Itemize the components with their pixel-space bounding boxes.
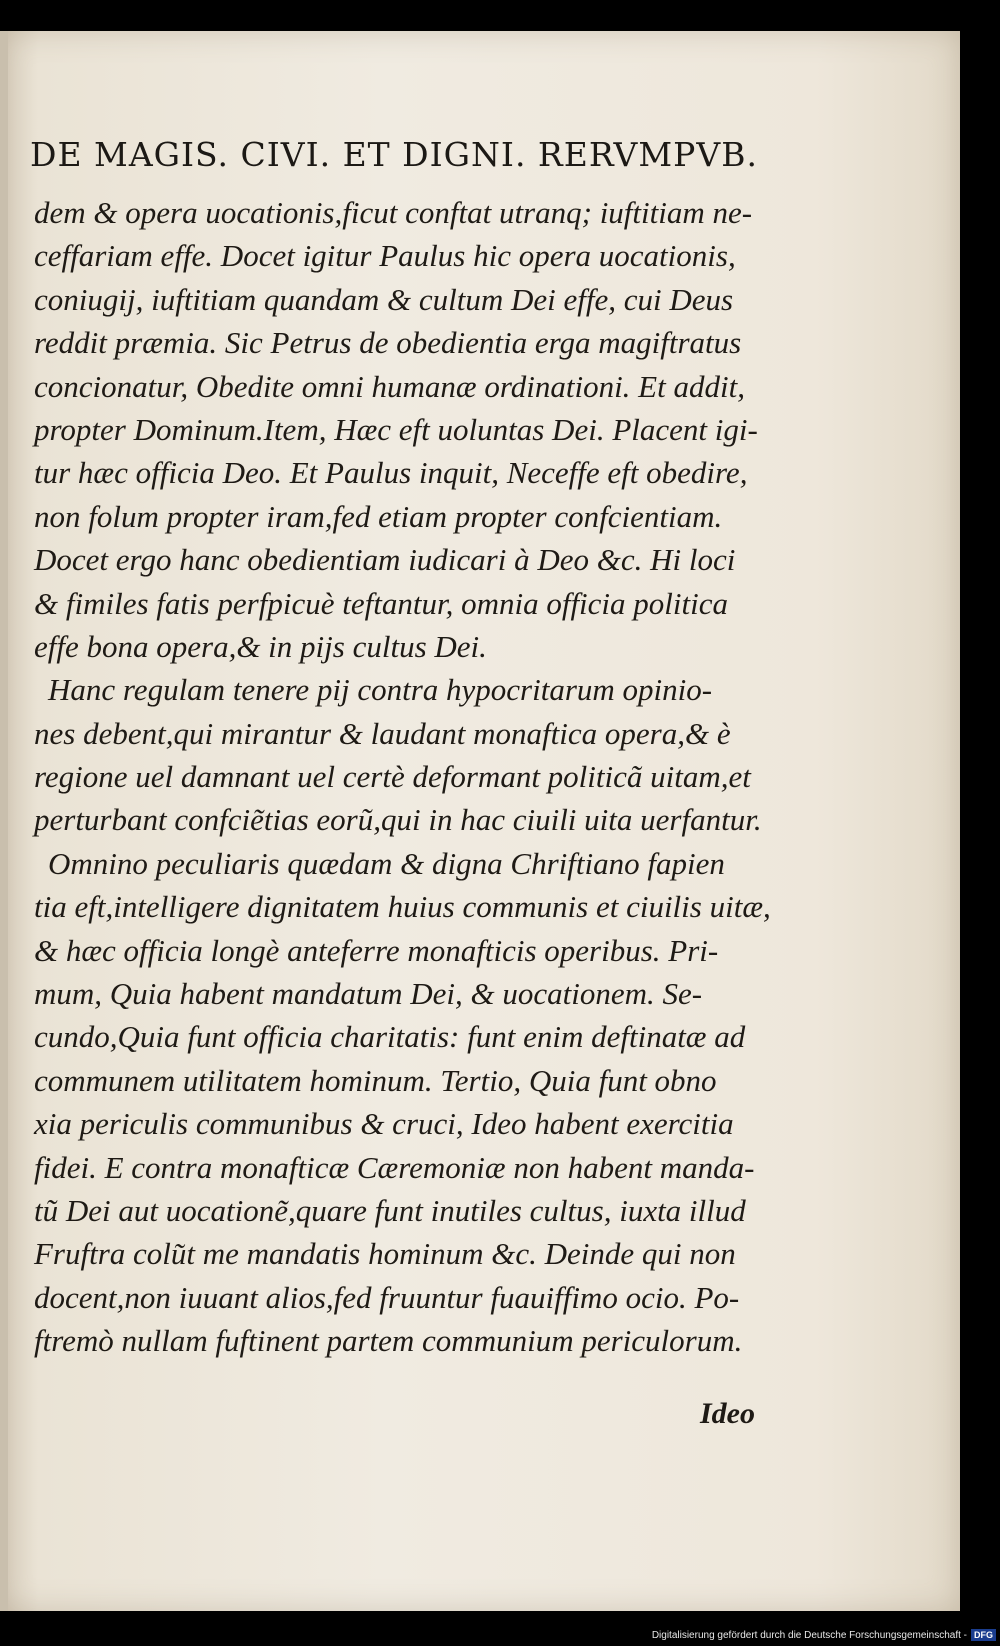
text-line: reddit præmia. Sic Petrus de obedientia erga magiftratus (34, 325, 742, 361)
text-line: Fruftra colu͂t me mandatis hominum &c. Deinde qui non (34, 1236, 736, 1272)
text-line: coniugij, iuftitiam quandam & cultum Dei effe, cui Deus (34, 281, 734, 317)
text-line: Omnino peculiaris quædam & digna Chriftiano fapien (48, 845, 725, 881)
text-line: & hæc officia longè anteferre monafticis operibus. Pri- (34, 932, 719, 968)
text-line: xia periculis communibus & cruci, Ideo habent exercitia (34, 1106, 734, 1142)
dfg-logo: DFG (971, 1629, 996, 1641)
funding-notice: Digitalisierung gefördert durch die Deutsche Forschungsgemeinschaft - (651, 1629, 967, 1641)
text-line: regione uel damnant uel certè deformant politicã uitam,et (34, 759, 751, 795)
text-line: ftremò nullam fuftinent partem communium periculorum. (34, 1323, 743, 1359)
text-line: & fimiles fatis perfpicuè teftantur, omnia officia politica (34, 585, 729, 621)
book-page (0, 31, 960, 1611)
text-line: perturbant confcie͂tias eorũ,qui in hac ciuili uita uerfantur. (34, 802, 762, 838)
text-line: communem utilitatem hominum. Tertio, Quia funt obno (34, 1062, 717, 1098)
digitization-footer (0, 1624, 1000, 1646)
text-line: cundo,Quia funt officia charitatis: funt enim deftinatæ ad (34, 1019, 746, 1055)
text-line: dem & opera uocationis,ficut conftat utranq; iuftitiam ne- (34, 195, 753, 230)
text-line: propter Dominum.Item, Hæc eft uoluntas Dei. Placent igi- (34, 411, 758, 447)
text-line: tũ Dei aut uocatione͂,quare funt inutiles cultus, iuxta illud (34, 1192, 746, 1228)
text-line: concionatur, Obedite omni humanæ ordinationi. Et addit, (34, 368, 745, 404)
text-line: non folum propter iram,fed etiam propter confcientiam. (34, 498, 723, 534)
text-line: mum, Quia habent mandatum Dei, & uocationem. Se- (34, 976, 703, 1012)
text-line: docent,non iuuant alios,fed fruuntur fuauiffimo ocio. Po- (34, 1279, 740, 1315)
text-line: ceffariam effe. Docet igitur Paulus hic opera uocationis, (34, 238, 736, 274)
text-line: tur hæc officia Deo. Et Paulus inquit, Neceffe eft obedire, (34, 455, 748, 491)
running-head: DE MAGIS. CIVI. ET DIGNI. RERVMPVB. (30, 135, 758, 174)
text-line: Hanc regulam tenere pij contra hypocritarum opinio- (48, 672, 713, 708)
text-line: tia eft,intelligere dignitatem huius communis et ciuilis uitæ, (34, 889, 771, 925)
text-line: fidei. E contra monafticæ Cæremoniæ non habent manda- (34, 1149, 755, 1185)
text-line: nes debent,qui mirantur & laudant monaftica opera,& è (34, 715, 731, 751)
body-text (34, 191, 794, 1363)
text-line: effe bona opera,& in pijs cultus Dei. (34, 628, 487, 664)
text-line: Docet ergo hanc obedientiam iudicari à Deo &c. Hi loci (34, 542, 736, 578)
catchword: Ideo (700, 1397, 755, 1430)
